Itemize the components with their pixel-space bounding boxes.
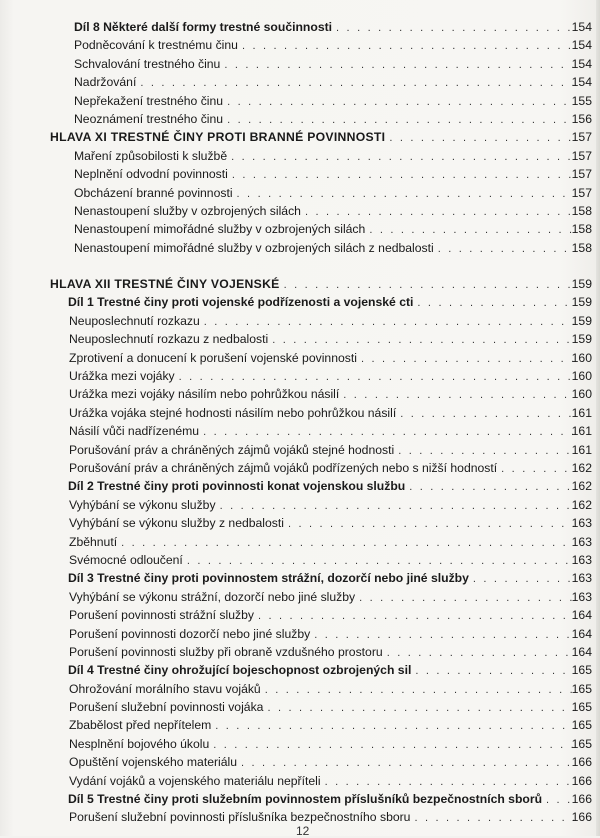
toc-item-title: Zprotivení a donucení k porušení vojenské povinnosti [69, 350, 357, 365]
dot-leader [272, 331, 574, 349]
toc-item-title: Vydání vojáků a vojenského materiálu nepříteli [69, 773, 321, 788]
toc-item-title: Neuposlechnutí rozkazu [69, 313, 200, 328]
toc-page-number: 162 [571, 460, 592, 475]
toc-part-row [0, 661, 600, 679]
toc-item-title: Ohrožování morálního stavu vojáků [69, 681, 261, 696]
toc-item-row [0, 441, 600, 459]
toc-part-row [0, 477, 600, 495]
toc-entry [0, 496, 574, 515]
toc-item-title: Neuposlechnutí rozkazu z nedbalosti [69, 332, 269, 347]
toc-page-number: 164 [571, 608, 592, 623]
toc-item-row [0, 312, 600, 330]
toc-item-title: Neoznámení trestného činu [74, 111, 224, 126]
toc-entry [0, 220, 574, 239]
toc-item-row [0, 551, 600, 569]
toc-item-row [0, 772, 600, 790]
toc-item-row [0, 92, 600, 110]
toc-item-row [0, 367, 600, 385]
toc-entry [0, 661, 574, 680]
toc-chapter-title: HLAVA XII TRESTNÉ ČINY VOJENSKÉ [50, 277, 280, 292]
toc-entry [0, 808, 574, 827]
dot-leader [187, 552, 574, 570]
dot-leader [305, 203, 574, 221]
toc-item-row [0, 330, 600, 348]
toc-page-number: 161 [571, 424, 592, 439]
toc-item-row [0, 184, 600, 202]
toc-page-number: 165 [571, 681, 592, 696]
toc-page-number: 163 [571, 589, 592, 604]
dot-leader [387, 644, 574, 662]
toc-entry [0, 753, 574, 772]
toc-item-title: Porušení povinnosti služby při obraně vzdušného prostoru [69, 644, 383, 659]
dot-leader [414, 809, 574, 827]
toc-part-title: Díl 2 Trestné činy proti povinnosti konat vojenskou službu [68, 479, 406, 494]
toc-item-row [0, 716, 600, 734]
toc-page-number: 154 [571, 56, 592, 71]
toc-page-number: 164 [571, 626, 592, 641]
toc-item-title: Nenastoupení služby v ozbrojených silách [74, 203, 301, 218]
toc-page-number: 166 [571, 755, 592, 770]
dot-leader [369, 221, 574, 239]
toc-section-1 [0, 18, 600, 257]
toc-item-row [0, 349, 600, 367]
toc-entry [0, 36, 574, 55]
toc-page-number: 160 [571, 369, 592, 384]
toc-entry [0, 698, 574, 717]
page-number-footer: 12 [296, 824, 310, 838]
toc-entry [0, 110, 574, 129]
toc-item-row [0, 385, 600, 403]
dot-leader [267, 699, 574, 717]
dot-leader [231, 148, 574, 166]
toc-item-row [0, 73, 600, 91]
dot-leader [415, 662, 574, 680]
toc-page-number: 155 [571, 93, 592, 108]
toc-item-row [0, 606, 600, 624]
toc-entry [0, 790, 574, 809]
toc-entry [0, 92, 574, 111]
toc-item-row [0, 239, 600, 257]
dot-leader [204, 313, 574, 331]
toc-page-number: 166 [571, 792, 592, 807]
toc-entry [0, 680, 574, 699]
dot-leader [237, 185, 574, 203]
toc-entry [0, 588, 574, 607]
toc-part-row [0, 18, 600, 36]
toc-entry [0, 716, 574, 735]
toc-page-number: 165 [571, 718, 592, 733]
toc-page-number: 154 [571, 75, 592, 90]
toc-item-title: Zbabělost před nepřítelem [69, 718, 212, 733]
toc-page-number: 159 [571, 295, 592, 310]
toc-entry [0, 239, 574, 258]
dot-leader [227, 93, 574, 111]
toc-page-number: 162 [571, 497, 592, 512]
toc-item-row [0, 753, 600, 771]
toc-entry [0, 147, 574, 166]
toc-page-number: 165 [571, 736, 592, 751]
toc-item-row [0, 147, 600, 165]
toc-page-number: 157 [571, 185, 592, 200]
toc-section-2 [0, 275, 600, 827]
toc-item-title: Urážka mezi vojáky násilím nebo pohrůžkou násilí [69, 387, 340, 402]
toc-page-number: 163 [571, 534, 592, 549]
toc-page-number: 157 [571, 167, 592, 182]
toc-entry [0, 202, 574, 221]
toc-part-title: Díl 8 Některé další formy trestné součinnosti [74, 20, 333, 34]
toc-entry [0, 459, 574, 478]
toc-item-row [0, 220, 600, 238]
toc-part-title: Díl 1 Trestné činy proti vojenské podřízenosti a vojenské cti [68, 295, 414, 310]
toc-item-title: Porušení služební povinnosti příslušníka bezpečnostního sboru [69, 810, 411, 825]
toc-item-title: Nenastoupení mimořádné služby v ozbrojených silách z nedbalosti [74, 240, 434, 255]
toc-item-title: Urážka vojáka stejné hodnosti násilím nebo pohrůžkou násilí [69, 405, 397, 420]
dot-leader [325, 773, 574, 791]
toc-item-row [0, 202, 600, 220]
toc-page-number: 157 [571, 148, 592, 163]
toc-item-title: Urážka mezi vojáky [69, 369, 175, 384]
toc-part-row [0, 293, 600, 311]
toc-chapter-row [0, 128, 600, 146]
toc-entry [0, 18, 574, 37]
toc-entry [0, 643, 574, 662]
toc-entry [0, 422, 574, 441]
toc-item-row [0, 404, 600, 422]
toc-item-row [0, 698, 600, 716]
dot-leader [241, 754, 574, 772]
toc-page-number: 160 [571, 350, 592, 365]
toc-page-number: 165 [571, 700, 592, 715]
toc-item-row [0, 55, 600, 73]
toc-item-title: Porušování práv a chráněných zájmů vojáků podřízených nebo s nižší hodností [69, 460, 498, 475]
toc-item-row [0, 643, 600, 661]
dot-leader [400, 405, 574, 423]
toc-entry [0, 367, 574, 386]
toc-entry [0, 165, 574, 184]
toc-page-number: 164 [571, 644, 592, 659]
dot-leader [417, 294, 574, 312]
dot-leader [220, 497, 574, 515]
toc-item-title: Zběhnutí [69, 534, 118, 549]
dot-leader [288, 515, 574, 533]
toc-page-number: 162 [571, 479, 592, 494]
dot-leader [224, 56, 574, 74]
dot-leader [242, 37, 574, 55]
toc-page-number: 159 [571, 332, 592, 347]
dot-leader [203, 423, 574, 441]
toc-entry [0, 293, 574, 312]
toc-item-row [0, 36, 600, 54]
dot-leader [265, 681, 574, 699]
toc-entry [0, 551, 574, 570]
table-of-contents [0, 18, 600, 827]
toc-entry [0, 330, 574, 349]
section-gap [0, 257, 600, 275]
toc-entry [0, 514, 574, 533]
toc-entry [0, 184, 574, 203]
toc-item-title: Násilí vůči nadřízenému [69, 424, 200, 439]
toc-item-row [0, 588, 600, 606]
toc-item-row [0, 680, 600, 698]
toc-page-number: 163 [571, 571, 592, 586]
toc-part-row [0, 569, 600, 587]
toc-page-number: 158 [571, 240, 592, 255]
dot-leader [284, 276, 574, 294]
toc-part-row [0, 790, 600, 808]
toc-item-title: Nenastoupení mimořádné služby v ozbrojených silách [74, 222, 366, 237]
dot-leader [361, 350, 574, 368]
toc-item-title: Opuštění vojenského materiálu [69, 755, 238, 770]
toc-item-title: Nepřekažení trestného činu [74, 93, 224, 108]
toc-item-title: Nadržování [74, 75, 137, 90]
dot-leader [409, 478, 574, 496]
toc-item-row [0, 735, 600, 753]
toc-page-number: 159 [571, 277, 592, 292]
toc-chapter-title: HLAVA XI TRESTNÉ ČINY PROTI BRANNÉ POVINNOSTI [50, 130, 386, 145]
toc-item-row [0, 165, 600, 183]
toc-item-title: Porušování práv a chráněných zájmů vojáků stejné hodnosti [69, 442, 395, 457]
toc-item-title: Vyhýbání se výkonu služby [69, 497, 216, 512]
dot-leader [140, 74, 574, 92]
toc-page-number: 157 [571, 130, 592, 145]
toc-entry [0, 275, 574, 294]
toc-item-row [0, 110, 600, 128]
dot-leader [398, 442, 574, 460]
toc-entry [0, 569, 574, 588]
dot-leader [438, 240, 574, 258]
dot-leader [215, 717, 574, 735]
toc-part-title: Díl 4 Trestné činy ohrožující bojeschopnost ozbrojených sil [68, 663, 412, 678]
toc-page-number: 161 [571, 405, 592, 420]
toc-item-row [0, 422, 600, 440]
toc-entry [0, 349, 574, 368]
toc-page-number: 158 [571, 222, 592, 237]
toc-page-number: 159 [571, 313, 592, 328]
toc-page-number: 163 [571, 552, 592, 567]
dot-leader [258, 607, 574, 625]
page-edge [596, 0, 600, 836]
toc-entry [0, 73, 574, 92]
toc-page-number: 166 [571, 810, 592, 825]
toc-page-number: 154 [571, 38, 592, 53]
toc-entry [0, 55, 574, 74]
dot-leader [359, 589, 574, 607]
toc-item-row [0, 625, 600, 643]
toc-entry [0, 625, 574, 644]
toc-item-row [0, 459, 600, 477]
toc-page-number: 154 [571, 20, 592, 34]
toc-entry [0, 385, 574, 404]
toc-page-number: 163 [571, 516, 592, 531]
dot-leader [232, 166, 574, 184]
toc-page-number: 160 [571, 387, 592, 402]
toc-page-number: 161 [571, 442, 592, 457]
toc-entry [0, 772, 574, 791]
toc-item-title: Vyhýbání se výkonu strážní, dozorčí nebo jiné služby [69, 589, 356, 604]
toc-item-title: Vyhýbání se výkonu služby z nedbalosti [69, 516, 284, 531]
toc-entry [0, 441, 574, 460]
toc-page-number: 165 [571, 663, 592, 678]
toc-entry [0, 128, 574, 147]
dot-leader [121, 534, 574, 552]
dot-leader [389, 129, 574, 147]
toc-item-title: Podněcování k trestnému činu [74, 38, 238, 53]
toc-item-title: Svémocné odloučení [69, 552, 183, 567]
dot-leader [179, 368, 574, 386]
toc-page-number: 158 [571, 203, 592, 218]
toc-item-title: Maření způsobilosti k službě [74, 148, 228, 163]
dot-leader [227, 111, 574, 129]
toc-entry [0, 606, 574, 625]
toc-entry [0, 404, 574, 423]
dot-leader [336, 19, 574, 37]
dot-leader [343, 386, 574, 404]
toc-entry [0, 312, 574, 331]
toc-page-number: 166 [571, 773, 592, 788]
toc-item-title: Porušení služební povinnosti vojáka [69, 700, 264, 715]
toc-page-number: 156 [571, 111, 592, 126]
toc-entry [0, 533, 574, 552]
toc-item-row [0, 533, 600, 551]
toc-item-title: Schvalování trestného činu [74, 56, 221, 71]
toc-chapter-row [0, 275, 600, 293]
toc-entry [0, 735, 574, 754]
toc-item-title: Porušení povinnosti dozorčí nebo jiné služby [69, 626, 311, 641]
toc-part-title: Díl 3 Trestné činy proti povinnostem strážní, dozorčí nebo jiné služby [68, 571, 469, 586]
toc-part-title: Díl 5 Trestné činy proti služebním povinnostem příslušníků bezpečnostních sborů [68, 792, 543, 807]
toc-item-title: Obcházení branné povinnosti [74, 185, 233, 200]
dot-leader [213, 736, 574, 754]
toc-entry [0, 477, 574, 496]
toc-item-title: Porušení povinnosti strážní služby [69, 608, 254, 623]
toc-item-title: Nesplnění bojového úkolu [69, 736, 210, 751]
toc-item-row [0, 496, 600, 514]
toc-item-title: Neplnění odvodní povinnosti [74, 167, 228, 182]
dot-leader [314, 626, 574, 644]
toc-item-row [0, 514, 600, 532]
